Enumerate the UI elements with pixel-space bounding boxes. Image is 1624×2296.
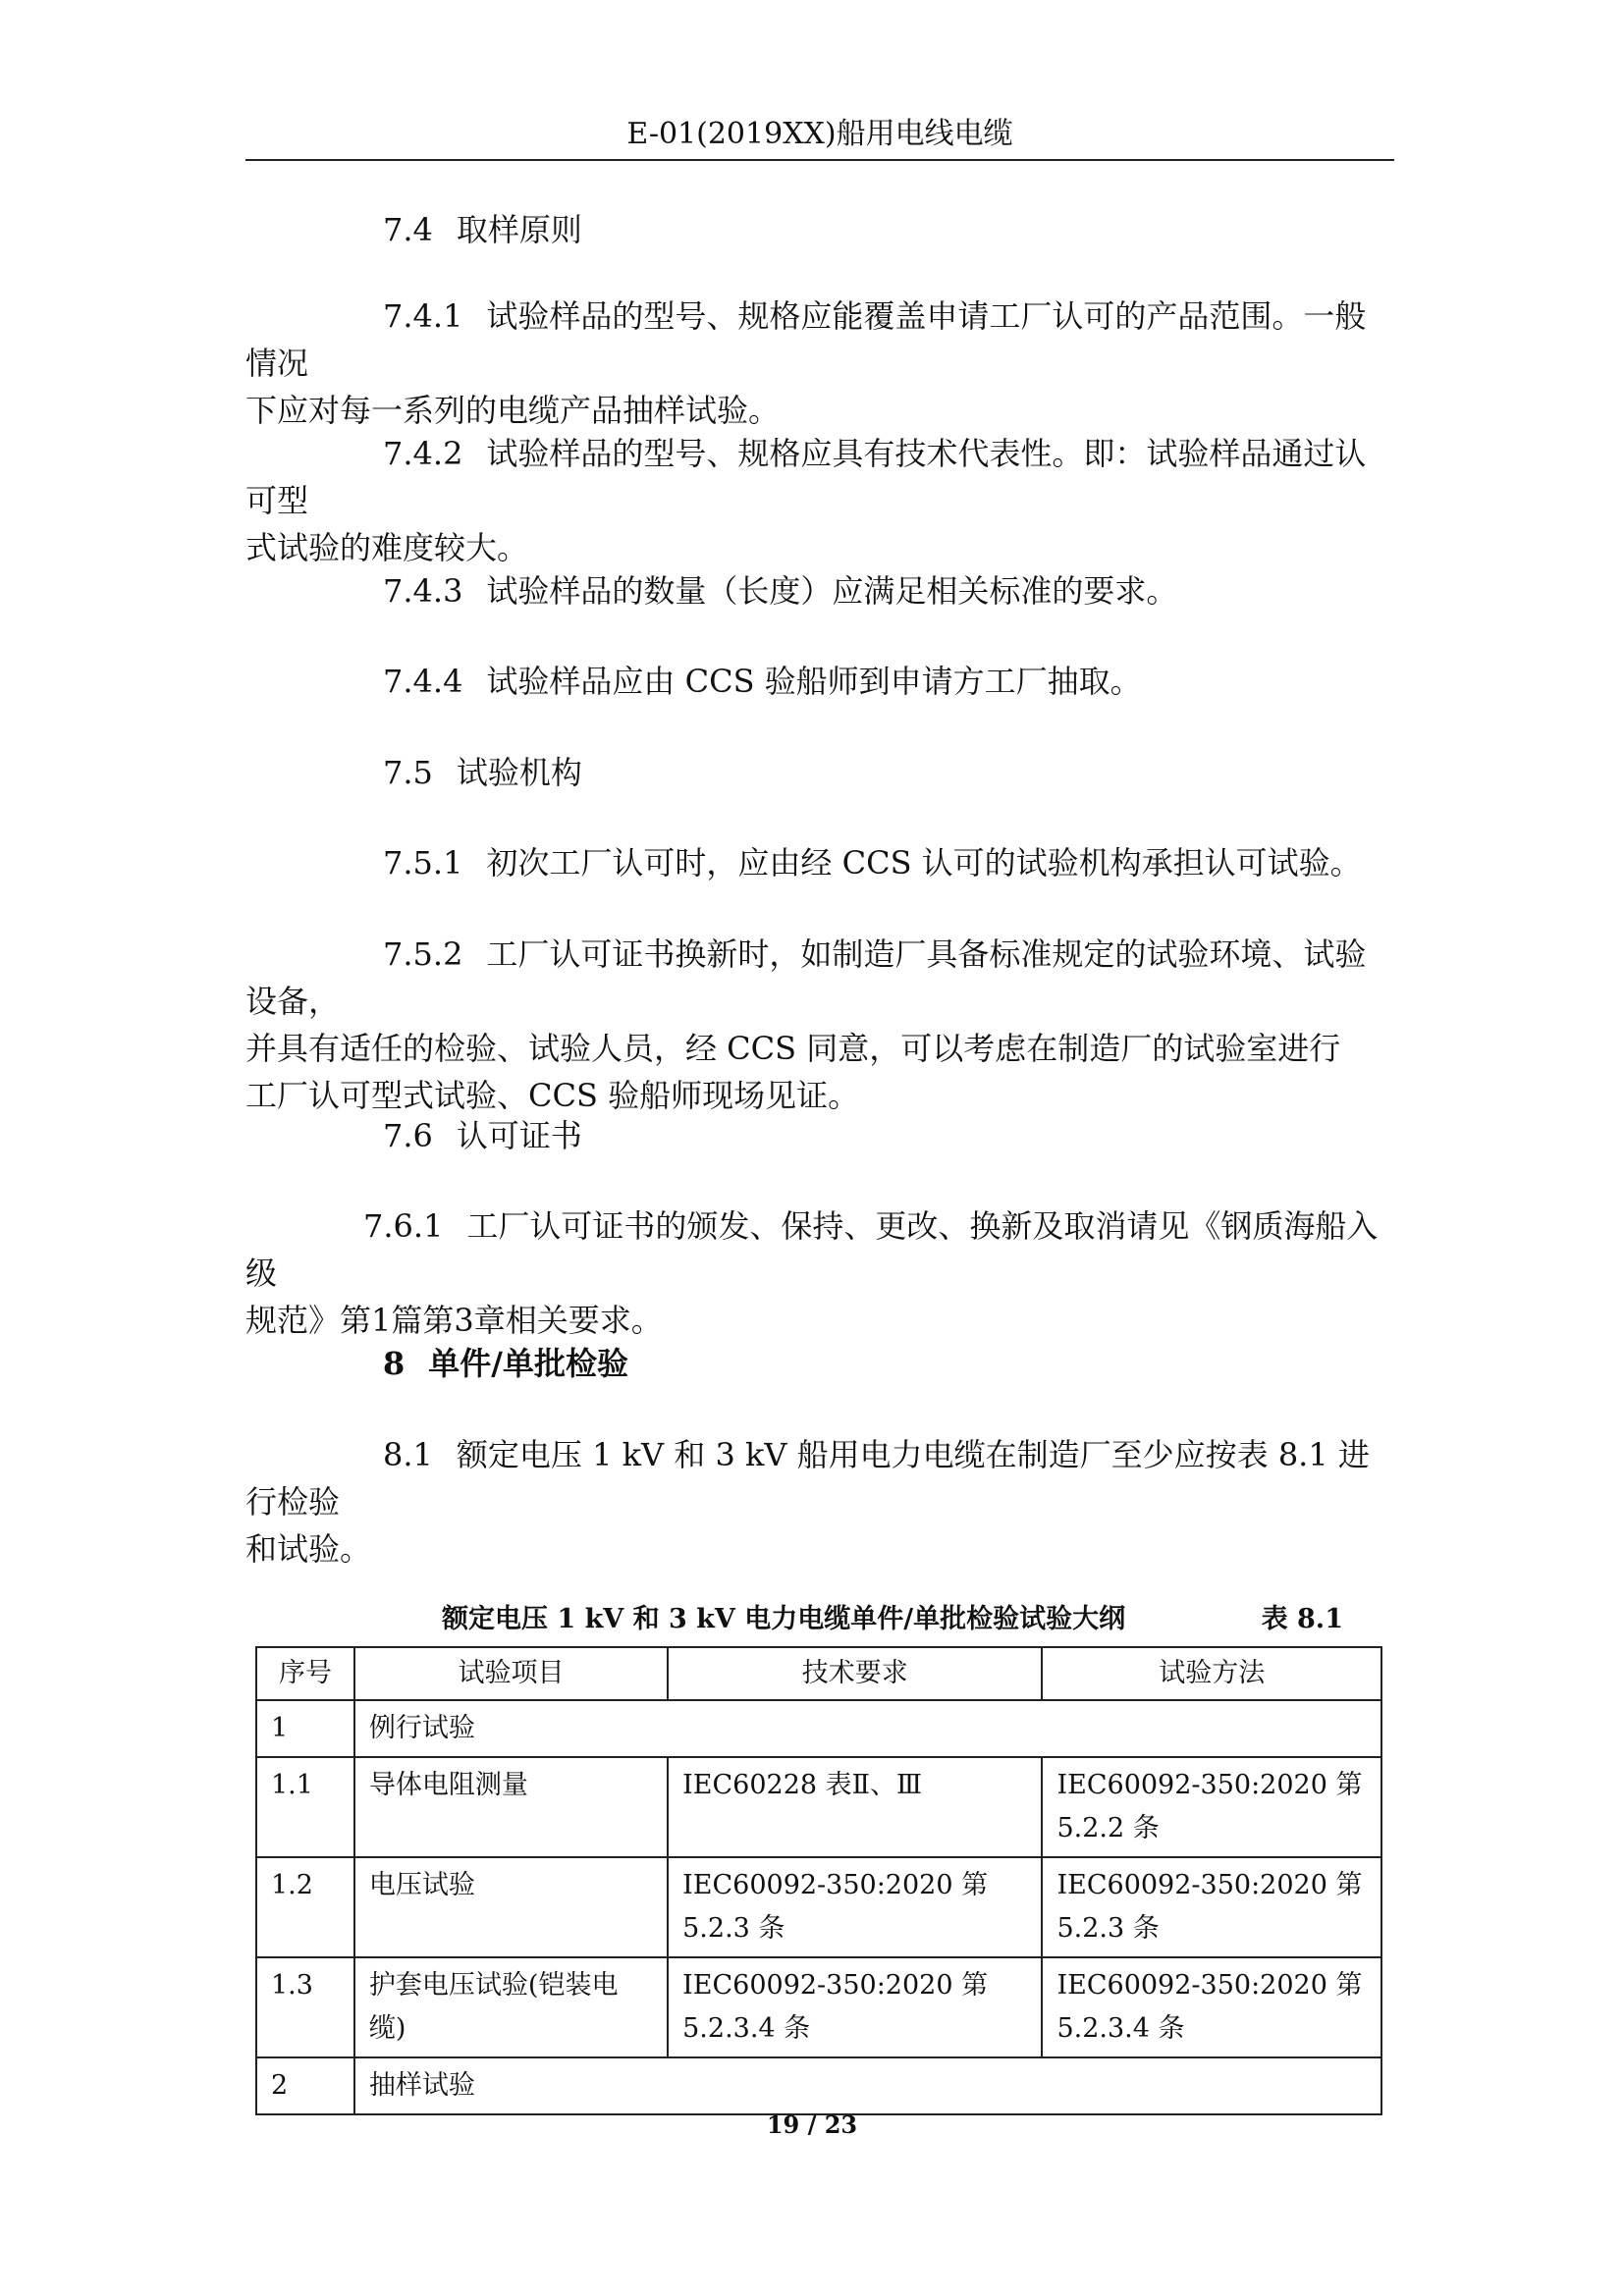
paragraph-text-line2: 和试验。 xyxy=(245,1530,372,1568)
cell-item: 抽样试验 xyxy=(354,2057,1381,2114)
cell-requirement: IEC60228 表Ⅱ、Ⅲ xyxy=(668,1757,1042,1857)
table-row xyxy=(256,1957,1381,2057)
header-cell-requirement: 技术要求 xyxy=(668,1647,1042,1700)
cell-method: IEC60092-350:2020 第 5.2.3 条 xyxy=(1042,1857,1381,1957)
paragraph-text: 试验样品的数量（长度）应满足相关标准的要求。 xyxy=(486,572,1178,610)
cell-no: 1.2 xyxy=(256,1857,354,1957)
cell-requirement: IEC60092-350:2020 第 5.2.3.4 条 xyxy=(668,1957,1042,2057)
table-label: 表 8.1 xyxy=(1261,1604,1343,1634)
section-number: 7.4 xyxy=(383,211,433,248)
cell-no: 1.3 xyxy=(256,1957,354,2057)
table-row xyxy=(256,1700,1381,1757)
cell-no: 1.1 xyxy=(256,1757,354,1857)
section-7-5 xyxy=(245,749,1394,796)
header-cell-item: 试验项目 xyxy=(354,1647,668,1700)
clause-number: 7.4.1 xyxy=(383,297,463,335)
paragraph-text: 初次工厂认可时，应由经 CCS 认可的试验机构承担认可试验。 xyxy=(486,844,1362,881)
page-number xyxy=(0,2110,1624,2139)
section-number: 8 xyxy=(383,1345,406,1382)
cell-item: 护套电压试验(铠装电缆) xyxy=(354,1957,668,2057)
inspection-table xyxy=(255,1646,1382,2115)
section-8 xyxy=(245,1340,1394,1387)
section-title: 单件/单批检验 xyxy=(428,1345,628,1382)
cell-no: 1 xyxy=(256,1700,354,1757)
clause-number: 7.4.2 xyxy=(383,435,463,472)
table-row xyxy=(256,2057,1381,2114)
paragraph-text-line2: 式试验的难度较大。 xyxy=(245,529,529,566)
clause-number: 7.5.2 xyxy=(383,935,463,973)
paragraph-7-4-2 xyxy=(245,430,1394,571)
page-header xyxy=(245,110,1394,161)
section-number: 7.6 xyxy=(383,1117,433,1154)
section-title: 取样原则 xyxy=(456,211,582,248)
section-7-4 xyxy=(245,206,1394,253)
paragraph-text-line1: 试验样品的型号、规格应具有技术代表性。即：试验样品通过认可型 xyxy=(245,435,1367,519)
cell-item: 例行试验 xyxy=(354,1700,1381,1757)
paragraph-text-line2: 规范》第1篇第3章相关要求。 xyxy=(245,1302,663,1339)
cell-no: 2 xyxy=(256,2057,354,2114)
paragraph-text-line3: 工厂认可型式试验、CCS 验船师现场见证。 xyxy=(245,1077,860,1114)
cell-item: 电压试验 xyxy=(354,1857,668,1957)
paragraph-text-line2: 下应对每一系列的电缆产品抽样试验。 xyxy=(245,392,781,429)
paragraph-text-line1: 试验样品的型号、规格应能覆盖申请工厂认可的产品范围。一般情况 xyxy=(245,297,1367,382)
clause-number: 7.6.1 xyxy=(363,1207,444,1245)
section-title: 试验机构 xyxy=(456,754,582,791)
paragraph-7-4-3 xyxy=(245,567,1394,614)
section-title: 认可证书 xyxy=(456,1117,582,1154)
paragraph-7-4-1 xyxy=(245,293,1394,434)
section-7-6 xyxy=(245,1112,1394,1159)
paragraph-text-line1: 额定电压 1 kV 和 3 kV 船用电力电缆在制造厂至少应按表 8.1 进行检验 xyxy=(245,1436,1370,1521)
cell-item: 导体电阻测量 xyxy=(354,1757,668,1857)
table-title: 额定电压 1 kV 和 3 kV 电力电缆单件/单批检验试验大纲 xyxy=(442,1604,1126,1634)
table-caption xyxy=(245,1600,1343,1639)
paragraph-text-line2: 并具有适任的检验、试验人员，经 CCS 同意，可以考虑在制造厂的试验室进行 xyxy=(245,1030,1341,1067)
header-title: E-01(2019XX)船用电线电缆 xyxy=(626,117,1013,151)
table-row xyxy=(256,1757,1381,1857)
table-header-row xyxy=(256,1647,1381,1700)
clause-number: 7.5.1 xyxy=(383,844,463,881)
page-number-text: 19 / 23 xyxy=(766,2110,858,2139)
section-number: 7.5 xyxy=(383,754,433,791)
paragraph-7-5-2 xyxy=(245,931,1394,1119)
paragraph-text: 试验样品应由 CCS 验船师到申请方工厂抽取。 xyxy=(486,663,1142,700)
clause-number: 7.4.3 xyxy=(383,572,463,610)
paragraph-8-1 xyxy=(245,1431,1394,1573)
cell-method: IEC60092-350:2020 第 5.2.3.4 条 xyxy=(1042,1957,1381,2057)
paragraph-7-5-1 xyxy=(245,839,1394,886)
cell-requirement: IEC60092-350:2020 第 5.2.3 条 xyxy=(668,1857,1042,1957)
clause-number: 7.4.4 xyxy=(383,663,463,700)
header-cell-method: 试验方法 xyxy=(1042,1647,1381,1700)
header-cell-no: 序号 xyxy=(256,1647,354,1700)
paragraph-text-line1: 工厂认可证书的颁发、保持、更改、换新及取消请见《钢质海船入级 xyxy=(245,1207,1379,1292)
clause-number: 8.1 xyxy=(383,1436,433,1473)
paragraph-7-6-1 xyxy=(245,1202,1394,1344)
cell-method: IEC60092-350:2020 第 5.2.2 条 xyxy=(1042,1757,1381,1857)
paragraph-7-4-4 xyxy=(245,658,1394,705)
table-row xyxy=(256,1857,1381,1957)
paragraph-text-line1: 工厂认可证书换新时，如制造厂具备标准规定的试验环境、试验设备， xyxy=(245,935,1367,1020)
